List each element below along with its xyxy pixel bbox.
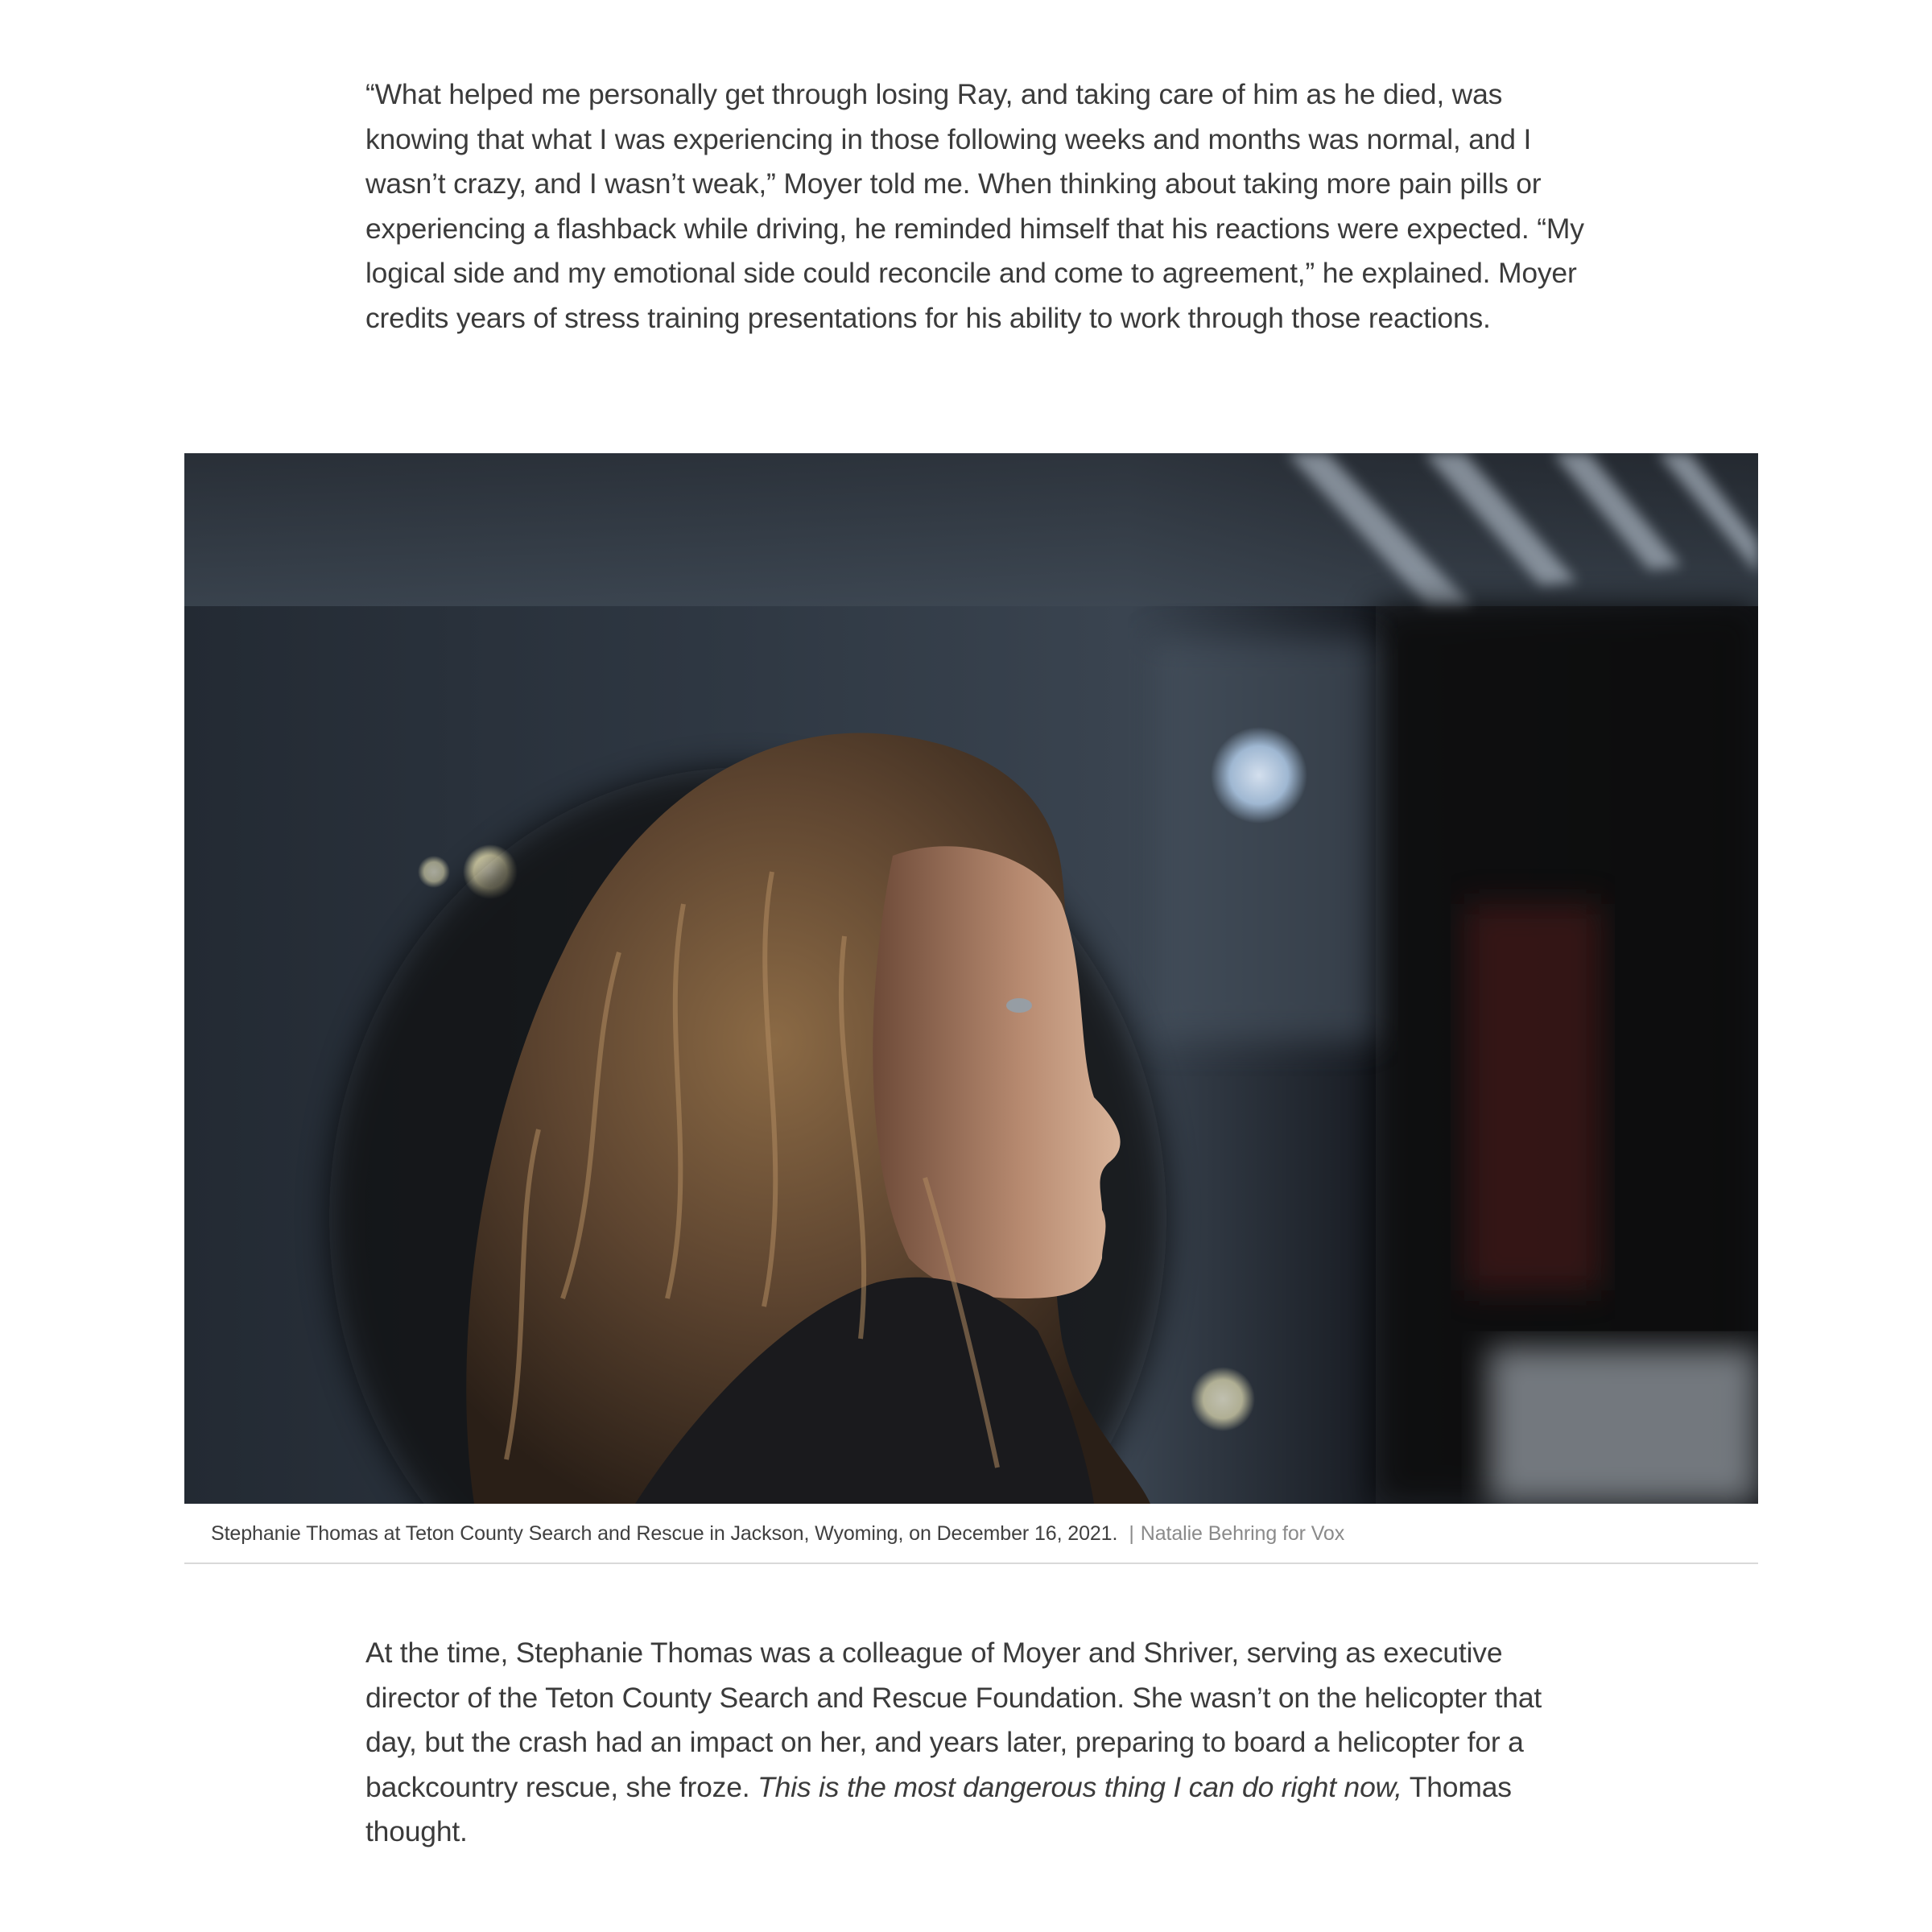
paragraph-text-tail: Thomas thought. (365, 1770, 1512, 1848)
paragraph-text: At the time, Stephanie Thomas was a colleague of Moyer and Shriver, serving as executive director of the Teton County Search and Rescue Foundation. She wasn’t on the helicopter that day, but the crash had an impact on her, and years later, preparing to board a helicopter for a backcountry rescue, she froze. (365, 1637, 1542, 1803)
article-paragraph (365, 1631, 1597, 1855)
article-paragraph: “What helped me personally get through losing Ray, and taking care of him as he died, was knowing that what I was experiencing in those following weeks and months was normal, and I wasn’t crazy, and I wasn’t weak,” Moyer told me. When thinking about taking more pain pills or experiencing a flashback while driving, he reminded himself that his reactions were expected. “My logical side and my emotional side could reconcile and come to agreement,” he explained. Moyer credits years of stress training presentations for his ability to work through those reactions. (365, 78, 1584, 334)
photo-credit: Natalie Behring for Vox (1140, 1522, 1345, 1545)
caption-separator: | (1129, 1522, 1134, 1545)
photo-caption (184, 1504, 1758, 1564)
photo-figure (184, 453, 1758, 1564)
portrait-photo (184, 453, 1758, 1504)
italic-thought: This is the most dangerous thing I can do right now, (758, 1770, 1402, 1803)
caption-text: Stephanie Thomas at Teton County Search and Rescue in Jackson, Wyoming, on December 16, 2021. (211, 1522, 1118, 1545)
